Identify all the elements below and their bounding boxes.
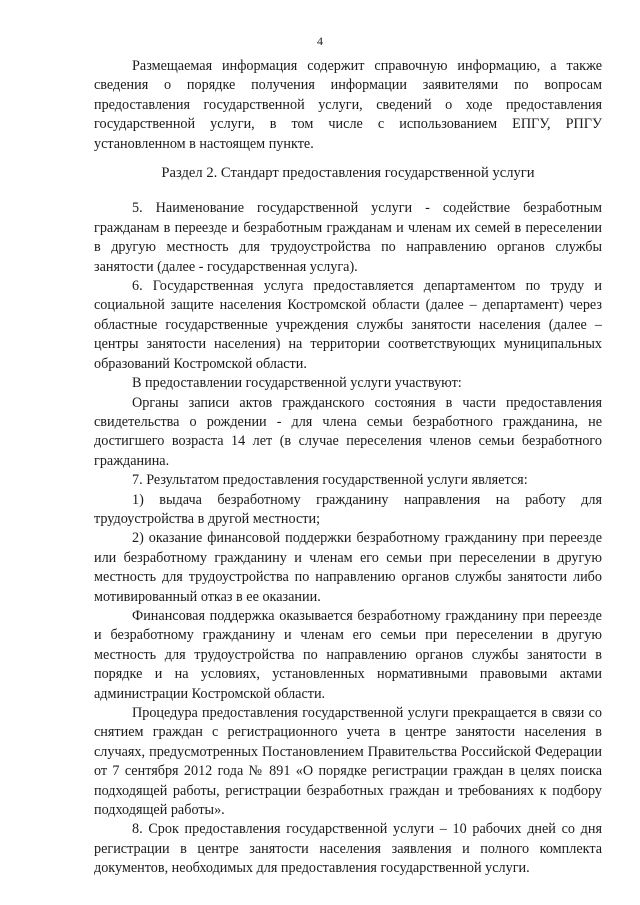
paragraph-intro: Размещаемая информация содержит справочную информацию, а также сведения о порядке получения информации заявителями по вопросам предоставления государственной услуги, сведений о ходе предоставления государственной услуги, в том числе с использованием ЕПГУ, РПГУ установленном в настоящем пункте. <box>94 58 602 152</box>
paragraph-procedure-termination: Процедура предоставления государственной услуги прекращается в связи со снятием граждан с регистрационного учета в центре занятости населения в случаях, предусмотренных Постановлением Правительства Российской Федерации от 7 сентября 2012 года № 891 «О порядке регистрации граждан в целях поиска подходящей работы, регистрации безработных граждан и требованиях к подбору подходящей работы». <box>94 705 602 819</box>
paragraph-item-8: 8. Срок предоставления государственной услуги – 10 рабочих дней со дня регистрации в центре занятости населения заявления и полного комплекта документов, необходимых для предоставления государственной услуги. <box>94 821 602 877</box>
paragraph-item-7-1: 1) выдача безработному гражданину направления на работу для трудоустройства в другой местности; <box>94 491 602 527</box>
paragraph-participants: В предоставлении государственной услуги участвуют: <box>132 375 462 392</box>
paragraph-financial-support: Финансовая поддержка оказывается безработному гражданину при переезде и безработному гражданину и членам его семьи при переселении в другую местность для трудоустройства по направлению органов службы занятости в порядке и на условиях, установленных нормативными правовыми актами администрации Костромской области. <box>94 607 602 702</box>
paragraph-item-7-2: 2) оказание финансовой поддержки безработному гражданину при переезде или безработному гражданину и членам его семьи при переселении в другую местность для трудоустройства по направлению органов службы занятости либо мотивированный отказ в ее оказании. <box>94 530 602 605</box>
document-body <box>94 57 602 879</box>
paragraph-civil-registry: Органы записи актов гражданского состояния в части предоставления свидетельства о рождении - для члена семьи безработного гражданина, не достигшего возраста 14 лет (в случае переселения членов семьи безработного гражданина. <box>94 394 602 469</box>
paragraph-item-7: 7. Результатом предоставления государственной услуги является: <box>132 472 528 489</box>
paragraph-item-5: 5. Наименование государственной услуги - содействие безработным гражданам в переезде и безработным гражданам и членам их семей в переселении в другую местность для трудоустройства по направлению органов службы занятости (далее - государственная услуга). <box>94 200 602 275</box>
page-number: 4 <box>317 34 323 48</box>
paragraph-item-6: 6. Государственная услуга предоставляется департаментом по труду и социальной защите населения Костромской области (далее – департамент) через областные государственные учреждения службы занятости населения (далее – центры занятости населения) на территории соответствующих муниципальных образований Костромской области. <box>94 278 602 372</box>
section-heading: Раздел 2. Стандарт предоставления государственной услуги <box>161 165 535 182</box>
